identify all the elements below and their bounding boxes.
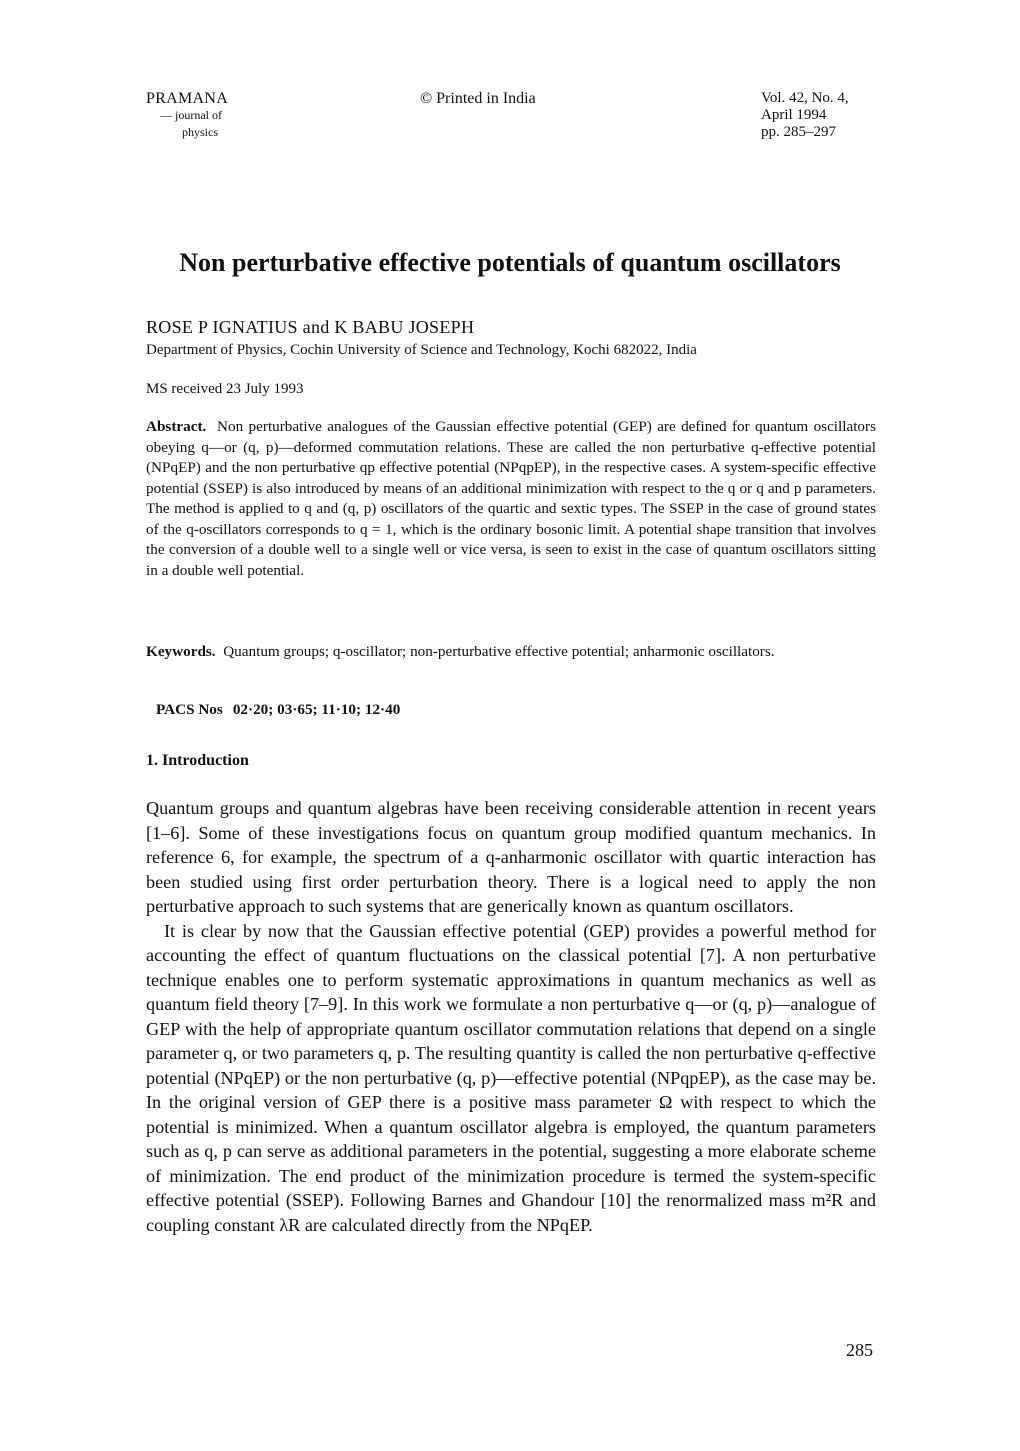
journal-subtitle-2: physics [182, 125, 218, 139]
received-date: MS received 23 July 1993 [146, 381, 304, 397]
section-heading: 1. Introduction [146, 752, 249, 769]
journal-name: PRAMANA [146, 90, 229, 107]
issue-block [761, 90, 849, 141]
keywords-text: Quantum groups; q-oscillator; non-perturbative effective potential; anharmonic oscillators. [223, 643, 775, 660]
abstract-text: Non perturbative analogues of the Gaussian effective potential (GEP) are defined for quantum oscillators obeying q—or (q, p)—deformed commutation relations. These are called the non perturbative q-effective potential (NPqEP) and the non perturbative qp effective potential (NPqpEP), in the respective cases. A system-specific effective potential (SSEP) is also introduced by means of an additional minimization with respect to the q or q and p parameters. The method is applied to q and (q, p) oscillators of the quartic and sextic types. The SSEP in the case of ground states of the q-oscillators corresponds to q = 1, which is the ordinary bosonic limit. A potential shape transition that involves the conversion of a double well to a single well or vice versa, is seen to exist in the case of quantum oscillators sitting in a double well potential. [146, 418, 876, 579]
pacs-label: PACS Nos [156, 701, 223, 718]
affiliation: Department of Physics, Cochin University of Science and Technology, Kochi 682022, India [146, 342, 697, 358]
abstract-label: Abstract. [146, 418, 207, 435]
issue-date: April 1994 [761, 107, 827, 123]
page-range: pp. 285–297 [761, 124, 836, 140]
authors: ROSE P IGNATIUS and K BABU JOSEPH [146, 317, 475, 337]
printed-notice: © Printed in India [420, 90, 536, 107]
paragraph: Quantum groups and quantum algebras have been receiving considerable attention in recent years [1–6]. Some of these investigations focus on quantum group modified quantum mechanics. In reference 6, for example, the spectrum of a q-anharmonic oscillator with quartic interaction has been studied using first order perturbation theory. There is a logical need to apply the non perturbative approach to such systems that are generically known as quantum oscillators. [146, 798, 876, 916]
keywords [146, 642, 876, 663]
page-number: 285 [846, 1340, 873, 1360]
pacs-values: 02·20; 03·65; 11·10; 12·40 [232, 701, 401, 718]
journal-block [146, 90, 228, 141]
paragraph: It is clear by now that the Gaussian effective potential (GEP) provides a powerful method for accounting the effect of quantum fluctuations on the classical potential [7]. A non perturbative technique enables one to perform systematic approximations in quantum mechanics as well as quantum field theory [7–9]. In this work we formulate a non perturbative q—or (q, p)—analogue of GEP with the help of appropriate quantum oscillator commutation relations that depend on a single parameter q, or two parameters q, p. The resulting quantity is called the non perturbative q-effective potential (NPqEP) or the non perturbative (q, p)—effective potential (NPqpEP), as the case may be. In the original version of GEP there is a positive mass parameter Ω with respect to which the potential is minimized. When a quantum oscillator algebra is employed, the quantum parameters such as q, p can serve as additional parameters in the potential, suggesting a more elaborate scheme of minimization. The end product of the minimization procedure is termed the system-specific effective potential (SSEP). Following Barnes and Ghandour [10] the renormalized mass m²R and coupling constant λR are calculated directly from the NPqEP. [146, 920, 876, 1235]
pacs [146, 701, 400, 719]
keywords-label: Keywords. [146, 643, 216, 660]
paper-title: Non perturbative effective potentials of quantum oscillators [179, 248, 841, 277]
section-body [146, 796, 876, 1237]
abstract [146, 417, 876, 581]
journal-subtitle: — journal of [160, 108, 222, 122]
volume-info: Vol. 42, No. 4, [761, 90, 849, 106]
